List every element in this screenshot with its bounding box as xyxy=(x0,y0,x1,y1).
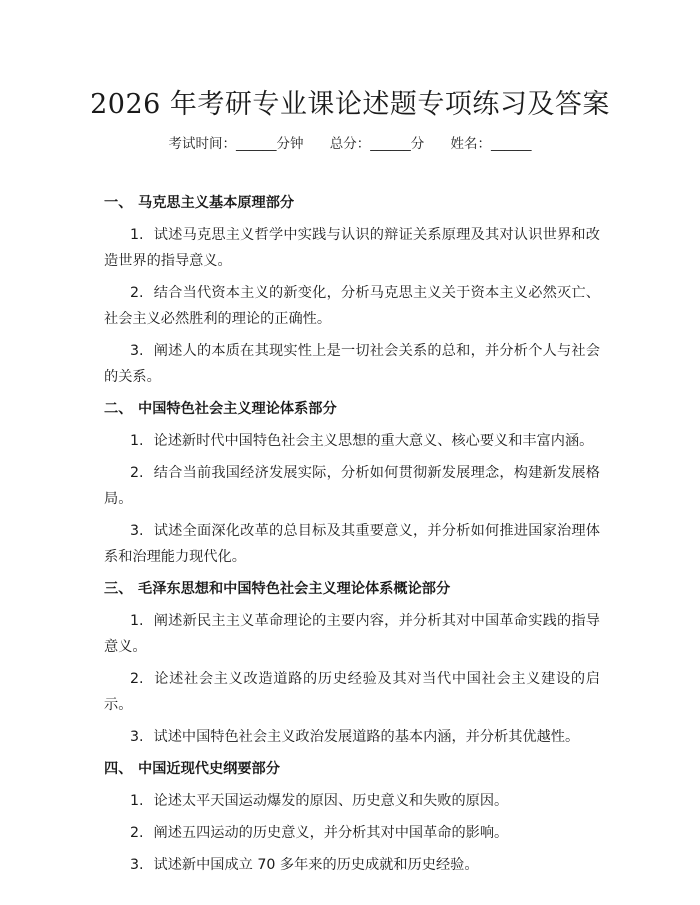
section-title: 中国近现代史纲要部分 xyxy=(138,761,280,777)
question-number: 2. xyxy=(130,671,144,687)
question-text: 论述太平天国运动爆发的原因、历史意义和失败的原因。 xyxy=(153,793,509,809)
question-text: 试述马克思主义哲学中实践与认识的辩证关系原理及其对认识世界和改造世界的指导意义。 xyxy=(104,227,600,269)
question-text: 论述社会主义改造道路的历史经验及其对当代中国社会主义建设的启示。 xyxy=(104,671,600,713)
question-item xyxy=(104,788,600,814)
question-text: 阐述人的本质在其现实性上是一切社会关系的总和，并分析个人与社会的关系。 xyxy=(104,343,600,385)
section-socialism-theory xyxy=(104,396,600,570)
document-body xyxy=(104,190,600,878)
question-item xyxy=(104,724,600,750)
section-title: 中国特色社会主义理论体系部分 xyxy=(138,401,337,417)
question-number: 1. xyxy=(130,227,144,243)
question-number: 3. xyxy=(130,729,144,745)
question-text: 阐述新民主主义革命理论的主要内容，并分析其对中国革命实践的指导意义。 xyxy=(104,613,600,655)
question-item xyxy=(104,518,600,570)
question-item xyxy=(104,852,600,878)
section-number: 三、 xyxy=(104,581,133,597)
question-item xyxy=(104,338,600,390)
question-text: 结合当前我国经济发展实际，分析如何贯彻新发展理念，构建新发展格局。 xyxy=(104,465,600,507)
question-number: 2. xyxy=(130,285,144,301)
question-text: 试述新中国成立 70 多年来的历史成就和历史经验。 xyxy=(153,857,479,873)
question-number: 3. xyxy=(130,343,144,359)
section-title: 马克思主义基本原理部分 xyxy=(138,195,295,211)
question-text: 论述新时代中国特色社会主义思想的重大意义、核心要义和丰富内涵。 xyxy=(153,433,594,449)
exam-info-line xyxy=(0,132,700,152)
question-number: 1. xyxy=(130,793,144,809)
question-item xyxy=(104,666,600,718)
question-number: 2. xyxy=(130,825,144,841)
section-heading xyxy=(104,756,600,782)
question-item xyxy=(104,820,600,846)
question-item xyxy=(104,608,600,660)
question-number: 3. xyxy=(130,857,144,873)
section-heading xyxy=(104,576,600,602)
question-number: 3. xyxy=(130,523,144,539)
question-number: 1. xyxy=(130,433,144,449)
section-heading xyxy=(104,190,600,216)
document-title: 2026 年考研专业课论述题专项练习及答案 xyxy=(90,89,610,120)
section-marxism xyxy=(104,190,600,390)
student-name-field: 姓名：______ xyxy=(450,136,532,152)
exam-time-field: 考试时间：______分钟 xyxy=(168,136,304,152)
question-text: 试述全面深化改革的总目标及其重要意义，并分析如何推进国家治理体系和治理能力现代化。 xyxy=(104,523,600,565)
section-number: 一、 xyxy=(104,195,133,211)
total-score-field: 总分：______分 xyxy=(329,136,425,152)
section-modern-history xyxy=(104,756,600,878)
section-number: 二、 xyxy=(104,401,133,417)
section-title: 毛泽东思想和中国特色社会主义理论体系概论部分 xyxy=(138,581,451,597)
question-number: 1. xyxy=(130,613,144,629)
section-number: 四、 xyxy=(104,761,133,777)
question-item xyxy=(104,222,600,274)
question-text: 阐述五四运动的历史意义，并分析其对中国革命的影响。 xyxy=(153,825,509,841)
question-text: 结合当代资本主义的新变化，分析马克思主义关于资本主义必然灭亡、社会主义必然胜利的理论的正确性。 xyxy=(104,285,600,327)
question-item xyxy=(104,460,600,512)
question-text: 试述中国特色社会主义政治发展道路的基本内涵，并分析其优越性。 xyxy=(153,729,580,745)
question-item xyxy=(104,428,600,454)
question-number: 2. xyxy=(130,465,144,481)
section-mao-thought xyxy=(104,576,600,750)
question-item xyxy=(104,280,600,332)
section-heading xyxy=(104,396,600,422)
